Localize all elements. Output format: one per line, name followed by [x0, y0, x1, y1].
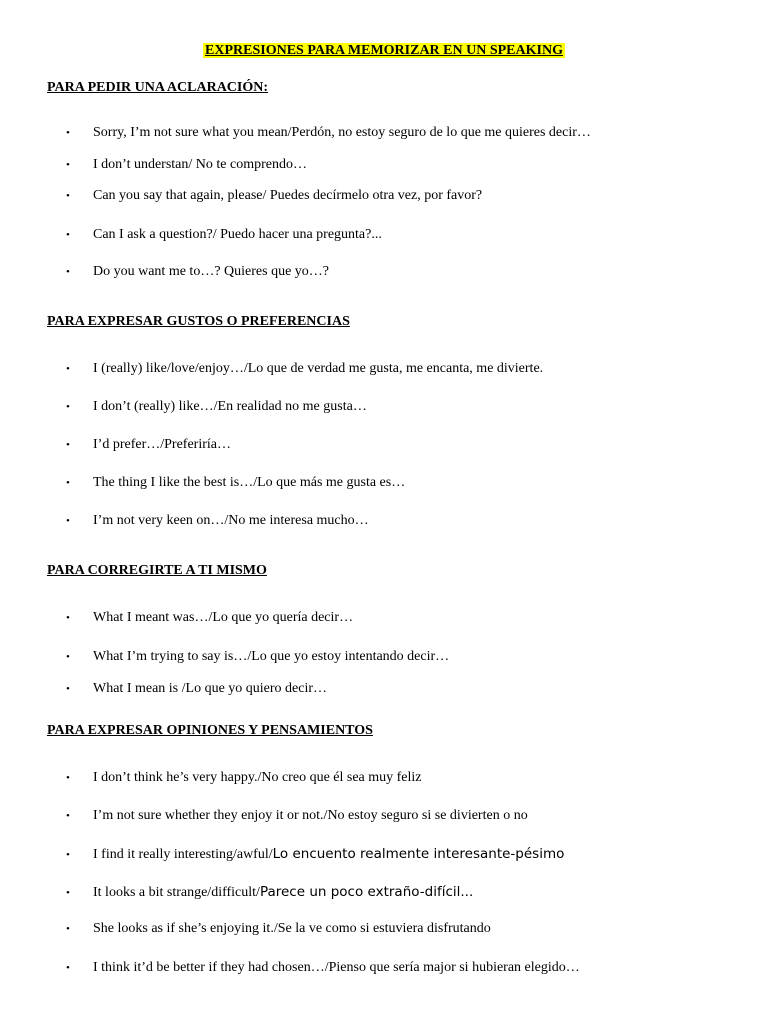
- bullet: •: [66, 127, 70, 139]
- bullet: •: [66, 651, 70, 663]
- document-title-text: EXPRESIONES PARA MEMORIZAR EN UN SPEAKING: [205, 43, 563, 58]
- bullet: •: [66, 923, 70, 935]
- bullet: •: [66, 477, 70, 489]
- list-item: [66, 680, 327, 698]
- list-item-text: What I’m trying to say is…/Lo que yo estoy intentando decir…: [93, 649, 450, 664]
- list-item-text: I think it’d be better if they had chosen…/Pienso que sería major si hubieran elegido…: [93, 960, 580, 975]
- list-item-text: The thing I like the best is…/Lo que más me gusta es…: [93, 475, 406, 490]
- bullet: •: [66, 159, 70, 171]
- bullet: •: [66, 401, 70, 413]
- list-item-text: I (really) like/love/enjoy…/Lo que de verdad me gusta, me encanta, me divierte.: [93, 361, 544, 376]
- list-item: [66, 360, 543, 378]
- list-item-text: What I mean is /Lo que yo quiero decir…: [93, 681, 328, 696]
- bullet: •: [66, 229, 70, 241]
- list-item: [66, 226, 382, 244]
- list-item: [66, 187, 482, 205]
- list-item: [66, 474, 405, 492]
- bullet: •: [66, 810, 70, 822]
- list-item-text: I find it really interesting/awful/: [93, 847, 273, 862]
- bullet: •: [66, 612, 70, 624]
- list-item: [66, 609, 353, 627]
- list-item-text: I don’t understan/ No te comprendo…: [93, 157, 307, 172]
- list-item: [66, 807, 528, 825]
- list-item: [66, 263, 329, 281]
- list-item: [66, 124, 591, 142]
- list-item: [66, 512, 369, 530]
- list-item-text: It looks a bit strange/difficult/: [93, 885, 260, 900]
- bullet: •: [66, 683, 70, 695]
- document-title: [0, 42, 768, 60]
- section-heading-aclaracion: PARA PEDIR UNA ACLARACIÓN:: [47, 80, 269, 95]
- list-item-text: I’m not very keen on…/No me interesa mucho…: [93, 513, 369, 528]
- list-item-text: Do you want me to…? Quieres que yo…?: [93, 264, 329, 279]
- list-item-text: I’d prefer…/Preferiría…: [93, 437, 231, 452]
- bullet: •: [66, 772, 70, 784]
- bullet: •: [66, 515, 70, 527]
- bullet: •: [66, 363, 70, 375]
- bullet: •: [66, 887, 70, 899]
- list-item: [66, 156, 307, 174]
- list-item-text: I don’t think he’s very happy./No creo que él sea muy feliz: [93, 770, 422, 785]
- list-item: [66, 648, 449, 666]
- list-item-text: Can you say that again, please/ Puedes decírmelo otra vez, por favor?: [93, 188, 483, 203]
- section-heading-corregirte: PARA CORREGIRTE A TI MISMO: [47, 563, 267, 578]
- list-item: [66, 769, 422, 787]
- list-item: [66, 398, 367, 416]
- list-item-text-sans: Parece un poco extraño-difícil...: [259, 884, 474, 900]
- section-heading-opiniones: PARA EXPRESAR OPINIONES Y PENSAMIENTOS: [47, 723, 373, 738]
- list-item: [66, 920, 491, 938]
- bullet: •: [66, 962, 70, 974]
- bullet: •: [66, 439, 70, 451]
- list-item: [66, 883, 473, 902]
- list-item: [66, 959, 580, 977]
- list-item: [66, 845, 564, 864]
- list-item-text: Sorry, I’m not sure what you mean/Perdón, no estoy seguro de lo que me quieres decir…: [93, 125, 591, 140]
- list-item-text: I don’t (really) like…/En realidad no me gusta…: [93, 399, 367, 414]
- list-item-text: I’m not sure whether they enjoy it or not./No estoy seguro si se divierten o no: [93, 808, 528, 823]
- list-item-text: What I meant was…/Lo que yo quería decir…: [93, 610, 354, 625]
- list-item: [66, 436, 231, 454]
- section-heading-gustos: PARA EXPRESAR GUSTOS O PREFERENCIAS: [47, 314, 350, 329]
- list-item-text: Can I ask a question?/ Puedo hacer una pregunta?...: [93, 227, 382, 242]
- bullet: •: [66, 266, 70, 278]
- bullet: •: [66, 190, 70, 202]
- list-item-text: She looks as if she’s enjoying it./Se la ve como si estuviera disfrutando: [93, 921, 491, 936]
- list-item-text-sans: Lo encuento realmente interesante-pésimo: [272, 846, 565, 862]
- bullet: •: [66, 849, 70, 861]
